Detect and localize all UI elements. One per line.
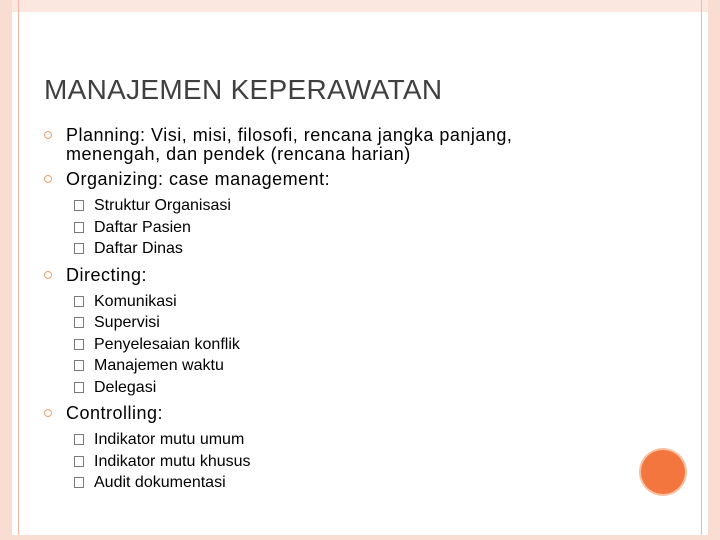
sub-item: Struktur Organisasi [44, 195, 604, 217]
circle-bullet-icon [44, 271, 52, 279]
slide-frame-right [708, 0, 720, 540]
sub-item: Komunikasi [44, 291, 604, 313]
box-bullet-icon [74, 296, 84, 307]
bullet-text: Controlling: [66, 403, 164, 423]
bullet-text: Directing: [66, 264, 148, 285]
box-bullet-icon [74, 477, 84, 488]
circle-bullet-icon [44, 409, 52, 417]
slide-title: MANAJEMEN KEPERAWATAN [44, 74, 443, 105]
bullet-text: Planning: Visi, misi, filosofi, rencana jangka panjang, menengah, dan pendek (rencana harian) [66, 125, 513, 164]
bullet-item-controlling [44, 404, 604, 423]
sub-list-controlling [44, 429, 604, 494]
box-bullet-icon [74, 360, 84, 371]
circle-bullet-icon [44, 131, 52, 139]
bullet-item-directing [44, 266, 604, 285]
sub-item: Daftar Dinas [44, 238, 604, 260]
box-bullet-icon [74, 382, 84, 393]
decorative-circle [641, 450, 685, 494]
box-bullet-icon [74, 434, 84, 445]
box-bullet-icon [74, 339, 84, 350]
slide-frame-left [0, 0, 12, 540]
slide-frame-bottom [12, 535, 720, 540]
slide-frame-left-line [18, 0, 19, 540]
sub-item: Indikator mutu khusus [44, 451, 604, 473]
slide-content [44, 126, 604, 500]
box-bullet-icon [74, 243, 84, 254]
sub-item: Delegasi [44, 377, 604, 399]
sub-item: Manajemen waktu [44, 355, 604, 377]
sub-item: Supervisi [44, 312, 604, 334]
circle-bullet-icon [44, 175, 52, 183]
bullet-item-organizing [44, 170, 604, 189]
box-bullet-icon [74, 317, 84, 328]
box-bullet-icon [74, 200, 84, 211]
sub-list-organizing [44, 195, 604, 260]
sub-item: Audit dokumentasi [44, 472, 604, 494]
bullet-text: Organizing: case management: [66, 169, 331, 189]
slide-frame-right-line [701, 0, 702, 540]
bullet-item-planning [44, 126, 604, 164]
sub-list-directing [44, 291, 604, 399]
sub-item: Daftar Pasien [44, 217, 604, 239]
sub-item: Indikator mutu umum [44, 429, 604, 451]
slide-frame-top [12, 0, 720, 12]
box-bullet-icon [74, 456, 84, 467]
box-bullet-icon [74, 222, 84, 233]
sub-item: Penyelesaian konflik [44, 334, 604, 356]
